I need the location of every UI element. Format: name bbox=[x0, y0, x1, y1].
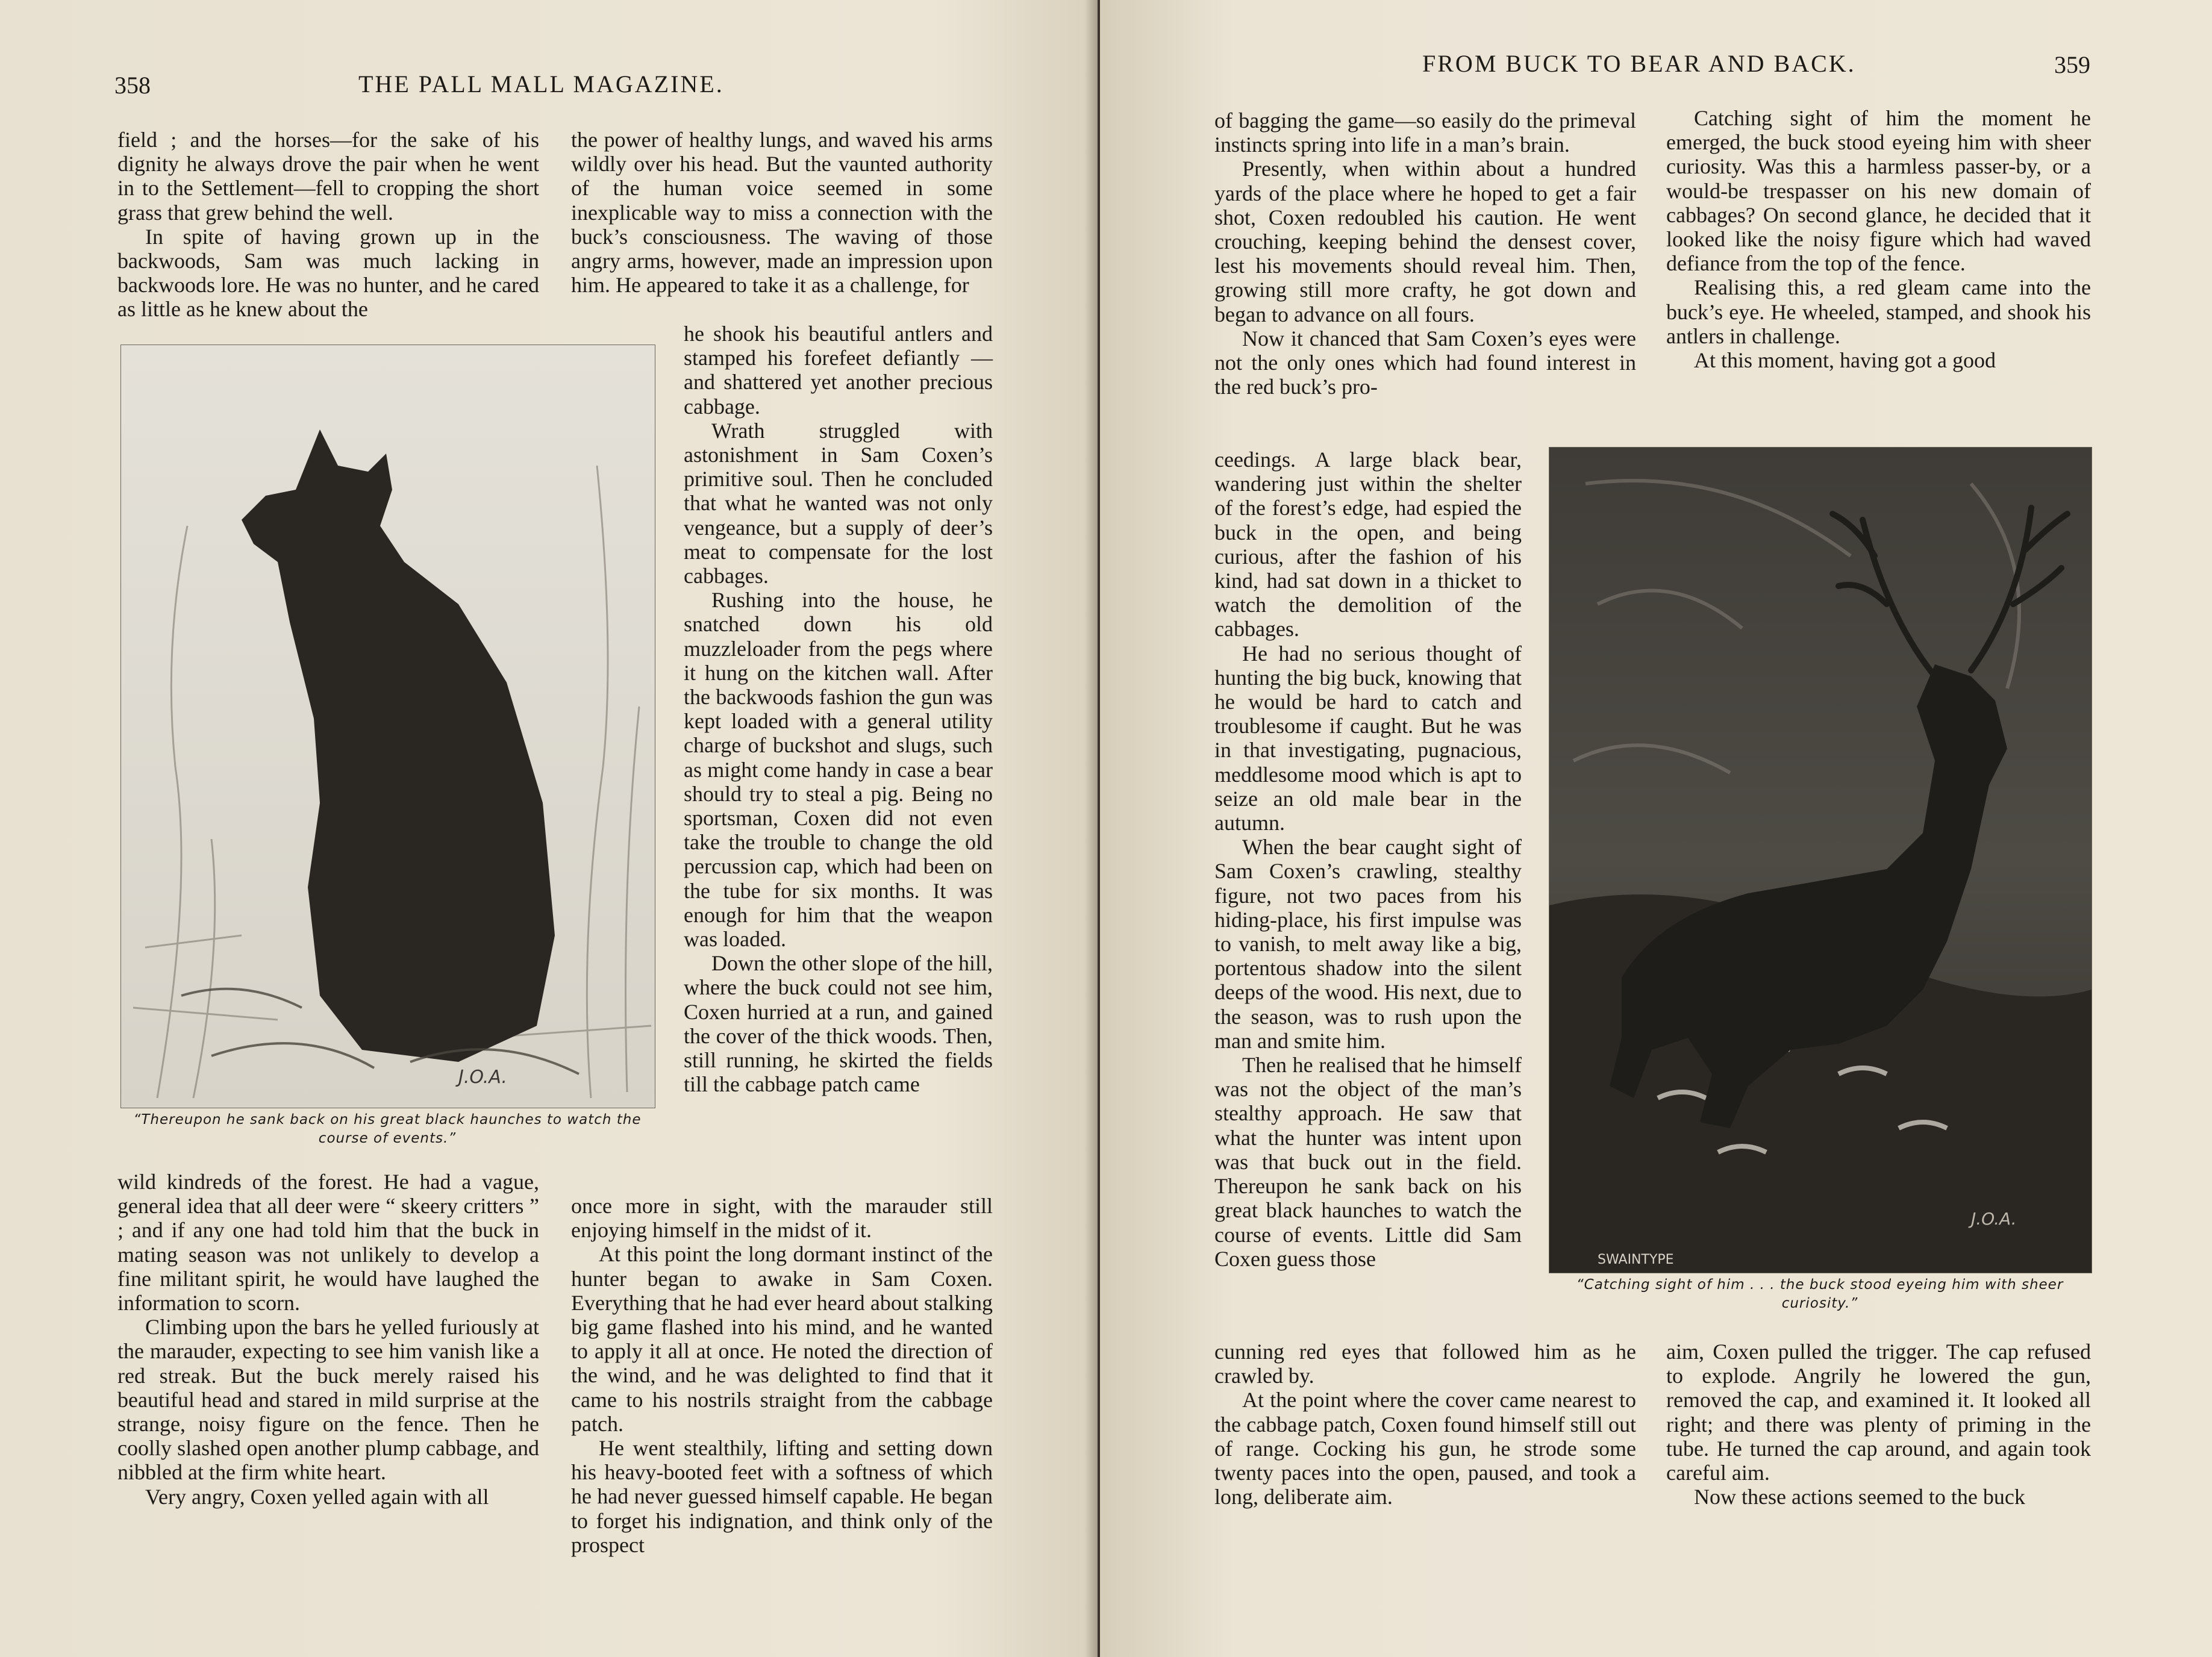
bear-illustration bbox=[120, 345, 655, 1108]
illustration-signature: J.O.A. bbox=[1971, 1209, 2017, 1229]
paragraph: In spite of having grown up in the backwoods, Sam was much lacking in backwoods lore. He was no hunter, and he cared as little as he knew about the bbox=[117, 224, 539, 322]
page-number: 358 bbox=[114, 72, 151, 99]
paragraph: Presently, when within about a hundred yards of the place where he hoped to get a fair shot, Coxen redoubled his caution. He went crouching, keeping behind the densest cover, lest his movements should reveal him. Then, growing still more crafty, he got down and began to advance on all fours. bbox=[1214, 157, 1636, 326]
column-2-bottom bbox=[571, 1194, 993, 1557]
paragraph: Then he realised that he himself was not the object of the man’s stealthy approach. He saw that what the hunter was intent upon was that buck out in the field. Thereupon he sank back on his great black haunches to watch the course of events. Little did Sam Coxen guess those bbox=[1214, 1053, 1522, 1271]
paragraph: Realising this, a red gleam came into the buck’s eye. He wheeled, stamped, and shook his antlers in challenge. bbox=[1666, 275, 2091, 348]
engraver-mark: SWAINTYPE bbox=[1598, 1252, 1674, 1267]
running-head: FROM BUCK TO BEAR AND BACK. bbox=[1422, 50, 1856, 77]
paragraph: Catching sight of him the moment he emerged, the buck stood eyeing him with sheer curiosity. Was this a harmless passer-by, or a would-be trespasser on his new domain of cabbages? On second glance, he decided that it looked like the noisy figure which had waved defiance from the top of the fence. bbox=[1666, 106, 2091, 276]
paragraph: At this moment, having got a good bbox=[1694, 348, 1996, 373]
right-page bbox=[1100, 0, 2212, 1657]
paragraph: Down the other slope of the hill, where the buck could not see him, Coxen hurried at a run, and gained the cover of the thick woods. Then, still running, he skirted the fields till the cabbage patch came bbox=[684, 951, 993, 1097]
illustration-signature: J.O.A. bbox=[458, 1067, 507, 1088]
paragraph: once more in sight, with the marauder still enjoying himself in the midst of it. bbox=[571, 1194, 993, 1243]
column-1-bottom bbox=[117, 1170, 539, 1509]
paragraph: wild kindreds of the forest. He had a vague, general idea that all deer were “ skeery critters ” ; and if any one had told him that the buck in mating season was not unlikely to develop a fine militant spirit, he would have laughed the information to scorn. bbox=[117, 1170, 539, 1315]
column-2-bottom bbox=[1666, 1340, 2091, 1509]
column-1-top bbox=[1214, 108, 1636, 399]
running-head: THE PALL MALL MAGAZINE. bbox=[358, 70, 724, 98]
paragraph: the power of healthy lungs, and waved his arms wildly over his head. But the vaunted authority of the human voice seemed in some inexplicable way to miss a connection with the buck’s consciousness. The waving of those angry arms, however, made an impression upon him. He appeared to take it as a challenge, for bbox=[571, 128, 993, 298]
paragraph: Now these actions seemed to the buck bbox=[1694, 1485, 2025, 1509]
paragraph: Wrath struggled with astonishment in Sam Coxen’s primitive soul. Then he concluded that what he wanted was not only vengeance, but a supply of deer’s meat to compensate for the lost cabbages. bbox=[684, 418, 993, 588]
column-1-bottom bbox=[1214, 1340, 1636, 1509]
buck-illustration bbox=[1549, 447, 2092, 1273]
paragraph: At this point the long dormant instinct of the hunter began to awake in Sam Coxen. Everything that he had ever heard about stalking big game flashed into his mind, and he wanted to apply it all at once. He noted the direction of the wind, and he was delighted to find that it came to his nostrils straight from the cabbage patch. bbox=[571, 1242, 993, 1436]
left-page bbox=[0, 0, 1098, 1657]
paragraph: Now it chanced that Sam Coxen’s eyes were not the only ones which had found interest in the red buck’s pro- bbox=[1214, 326, 1636, 399]
bear-caption: “Thereupon he sank back on his great black haunches to watch the course of events.” bbox=[133, 1112, 642, 1146]
column-2-top bbox=[571, 128, 993, 297]
paragraph: of bagging the game—so easily do the primeval instincts spring into life in a man’s brain. bbox=[1214, 108, 1636, 157]
paragraph: When the bear caught sight of Sam Coxen’s crawling, stealthy figure, not two paces from his hiding-place, his first impulse was to vanish, to melt away like a big, portentous shadow into the silent deeps of the wood. His next, due to the season, was to rush upon the man and smite him. bbox=[1214, 835, 1522, 1053]
column-1-top bbox=[117, 128, 539, 322]
paragraph: ceedings. A large black bear, wandering just within the shelter of the forest’s edge, had espied the buck in the open, and being curious, after the fashion of his kind, had sat down in a thicket to watch the demolition of the cabbages. bbox=[1214, 448, 1522, 641]
paragraph: Rushing into the house, he snatched down his old muzzleloader from the pegs where it hung on the kitchen wall. After the backwoods fashion the gun was kept loaded with a general utility charge of buckshot and slugs, such as might come handy in case a bear should try to steal a pig. Being no sportsman, Coxen did not even take the trouble to change the old percussion cap, which had been on the tube for six months. It was enough for him that the weapon was loaded. bbox=[684, 588, 993, 952]
paragraph: At the point where the cover came nearest to the cabbage patch, Coxen found himself still out of range. Cocking his gun, he strode some twenty paces into the open, paused, and took a long, deliberate aim. bbox=[1214, 1388, 1636, 1509]
paragraph: Very angry, Coxen yelled again with all bbox=[145, 1484, 489, 1509]
paragraph: he shook his beautiful antlers and stamped his forefeet defiantly — and shattered yet another precious cabbage. bbox=[684, 322, 993, 419]
paragraph: cunning red eyes that followed him as he crawled by. bbox=[1214, 1340, 1636, 1388]
paragraph: He had no serious thought of hunting the big buck, knowing that he would be hard to catch and troublesome if caught. But he was in that investigating, pugnacious, meddlesome mood which is apt to seize an old male bear in the autumn. bbox=[1214, 641, 1522, 835]
paragraph: He went stealthily, lifting and setting down his heavy-booted feet with a softness of which he had never guessed himself capable. He began to forget his indignation, and think only of the prospect bbox=[571, 1436, 993, 1557]
column-2-beside-figure bbox=[684, 322, 993, 1097]
paragraph: aim, Coxen pulled the trigger. The cap refused to explode. Angrily he lowered the gun, removed the cap, and examined it. It looked all right; and there was plenty of priming in the tube. He turned the cap around, and again took careful aim. bbox=[1666, 1340, 2091, 1485]
buck-caption: “Catching sight of him . . . the buck stood eyeing him with sheer curiosity.” bbox=[1576, 1277, 2064, 1311]
page-number: 359 bbox=[2054, 51, 2090, 78]
column-1-beside-figure bbox=[1214, 448, 1522, 1271]
paragraph: Climbing upon the bars he yelled furiously at the marauder, expecting to see him vanish like a red streak. But the buck merely raised his beautiful head and stared in mild surprise at the strange, noisy figure on the fence. Then he coolly slashed open another plump cabbage, and nibbled at the firm white heart. bbox=[117, 1315, 539, 1485]
paragraph: field ; and the horses—for the sake of his dignity he always drove the pair when he went in to the Settlement—fell to cropping the short grass that grew behind the well. bbox=[117, 128, 539, 225]
column-2-top bbox=[1666, 106, 2091, 372]
